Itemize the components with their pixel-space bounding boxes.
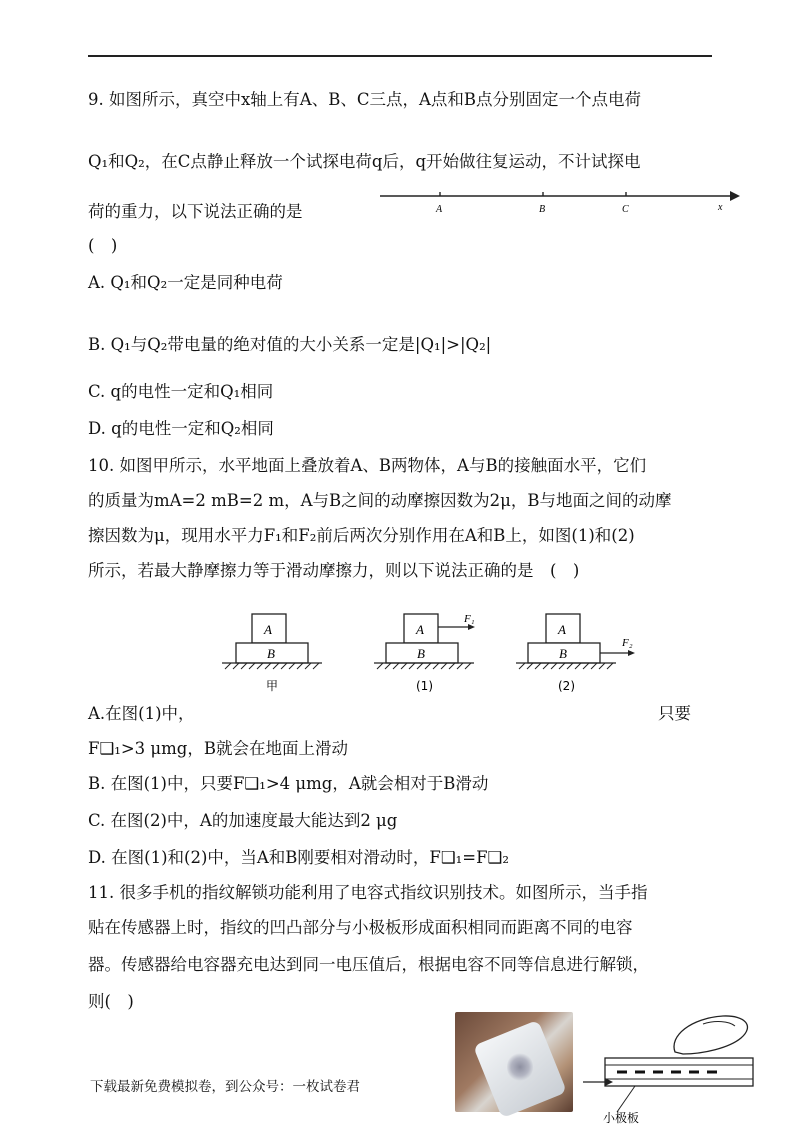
fig2-block-b: B bbox=[559, 646, 567, 661]
axis-label-c: C bbox=[622, 204, 629, 215]
q11-line3: 器。传感器给电容器充电达到同一电压值后，根据电容不同等信息进行解锁， bbox=[88, 955, 649, 974]
q9-line3: 荷的重力，以下说法正确的是 bbox=[88, 202, 303, 221]
q10-line3: 擦因数为μ，现用水平力F₁和F₂前后两次分别作用在A和B上，如图(1)和(2) bbox=[88, 526, 635, 545]
q11-line1: 11. 很多手机的指纹解锁功能利用了电容式指纹识别技术。如图所示，当手指 bbox=[88, 883, 648, 902]
fig1-force-f1: F₁ bbox=[464, 613, 475, 625]
fig1-block-a: A bbox=[416, 622, 424, 637]
axis-label-b: B bbox=[539, 204, 546, 215]
fig-caption-1: (1) bbox=[416, 679, 433, 693]
q9-line1: 9. 如图所示，真空中x轴上有A、B、C三点，A点和B点分别固定一个点电荷 bbox=[88, 90, 641, 109]
q10-option-c: C. 在图(2)中，A的加速度最大能达到2 μg bbox=[88, 811, 398, 830]
fig1-block-b: B bbox=[417, 646, 425, 661]
q10-option-d: D. 在图(1)和(2)中，当A和B刚要相对滑动时，F❑₁=F❑₂ bbox=[88, 848, 509, 867]
q10-line1: 10. 如图甲所示，水平地面上叠放着A、B两物体，A与B的接触面水平，它们 bbox=[88, 456, 647, 475]
q9-option-c: C. q的电性一定和Q₁相同 bbox=[88, 382, 274, 401]
q10-option-b: B. 在图(1)中，只要F❑₁>4 μmg，A就会相对于B滑动 bbox=[88, 774, 489, 793]
fingerprint-phone-photo bbox=[455, 1012, 573, 1112]
small-plate-label: 小极板 bbox=[603, 1111, 640, 1125]
q11-sensor-diagram bbox=[583, 1012, 763, 1124]
q10-figure-1 bbox=[370, 612, 480, 696]
footer-note: 下载最新免费模拟卷，到公众号：一枚试卷君 bbox=[90, 1079, 360, 1095]
q10-line4: 所示，若最大静摩擦力等于滑动摩擦力，则以下说法正确的是 ( ) bbox=[88, 561, 580, 580]
q9-axis-figure bbox=[378, 185, 740, 215]
fig2-force-f2: F₂ bbox=[622, 637, 633, 649]
q11-line4: 则( ) bbox=[88, 992, 134, 1011]
fingerprint-mark bbox=[507, 1052, 533, 1082]
q9-option-d: D. q的电性一定和Q₂相同 bbox=[88, 419, 274, 438]
q9-option-a: A. Q₁和Q₂一定是同种电荷 bbox=[88, 273, 283, 292]
fig-caption-jia: 甲 bbox=[266, 679, 279, 693]
q9-option-b: B. Q₁与Q₂带电量的绝对值的大小关系一定是|Q₁|>|Q₂| bbox=[88, 335, 492, 354]
axis-label-x: x bbox=[718, 202, 723, 213]
q10-figure-2 bbox=[512, 612, 632, 696]
fig-caption-2: (2) bbox=[558, 679, 575, 693]
fig-jia-block-a: A bbox=[264, 622, 272, 637]
fig2-block-a: A bbox=[558, 622, 566, 637]
q11-line2: 贴在传感器上时，指纹的凹凸部分与小极板形成面积相同而距离不同的电容 bbox=[88, 918, 633, 937]
q10-option-a-start: A.在图(1)中， bbox=[88, 704, 195, 723]
q9-line2: Q₁和Q₂，在C点静止释放一个试探电荷q后，q开始做往复运动，不计试探电 bbox=[88, 152, 641, 171]
axis-label-a: A bbox=[436, 204, 443, 215]
q9-answer-bracket: ( ) bbox=[88, 236, 118, 255]
q10-line2: 的质量为mA=2 mB=2 m，A与B之间的动摩擦因数为2μ，B与地面之间的动摩 bbox=[88, 491, 672, 510]
q10-figure-jia bbox=[222, 612, 322, 696]
fig-jia-block-b: B bbox=[267, 646, 275, 661]
top-rule bbox=[88, 55, 712, 57]
q10-option-a-end: F❑₁>3 μmg，B就会在地面上滑动 bbox=[88, 739, 348, 758]
q10-option-a-mid: 只要 bbox=[658, 704, 691, 723]
